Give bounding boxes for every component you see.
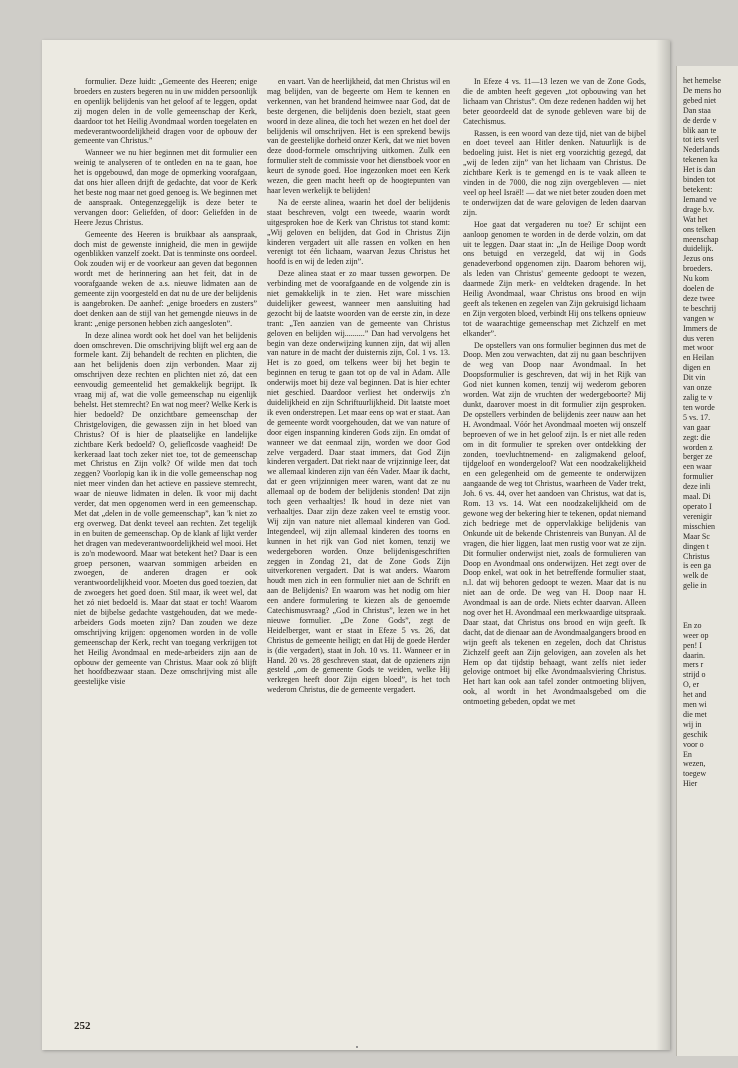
paragraph: tekenen ka bbox=[683, 155, 718, 165]
page-speck bbox=[356, 1046, 358, 1048]
paragraph: formulier. Deze luidt: „Gemeente des Heeren; enige broeders en zusters begeren nu in uw midden persoonlijk en openlijk belijdenis van het geloof af te leggen, opdat zij mogen delen in de volle gemeenschap der Kerk, daardoor tot het Heilig Avondmaal worden toegelaten en medeverantwoordelijkheid dragen voor de opbouw der gemeente van Christus.” bbox=[74, 77, 257, 146]
page-number: 252 bbox=[74, 1020, 91, 1032]
paragraph bbox=[683, 591, 738, 601]
paragraph: dingen t bbox=[683, 541, 709, 551]
text-column-2 bbox=[267, 77, 450, 695]
paragraph: drage b.v. bbox=[683, 204, 715, 214]
paragraph: zalig te v bbox=[683, 393, 713, 402]
paragraph: wij in bbox=[683, 719, 702, 729]
paragraph: In Efeze 4 vs. 11—13 lezen we van de Zone Gods, die de ambten heeft gegeven „tot opbouwing van het lichaam van Christus”. Om deze redenen hadden wij het beter geoordeeld dat de synode gebleven ware bij de Catechismus. bbox=[463, 77, 646, 126]
paragraph: formulier bbox=[683, 472, 714, 482]
paragraph: ons telken bbox=[683, 224, 716, 234]
paragraph: duidelijk. bbox=[683, 244, 714, 254]
paragraph: is een ga bbox=[683, 561, 711, 571]
paragraph: het and bbox=[683, 690, 707, 700]
document-page bbox=[42, 40, 670, 1050]
paragraph: binden tot bbox=[683, 175, 716, 185]
paragraph: meenschap bbox=[683, 234, 719, 244]
paragraph: berger ze bbox=[683, 452, 713, 462]
paragraph: pen! I bbox=[683, 640, 702, 650]
paragraph: en vaart. Van de heerlijkheid, dat men Christus wil en mag belijden, van de begeerte om Hem te kennen en verkennen, van het brandend heimwee naar God, dat de beste dergenen, die belijdenis doen bezielt, staat geen woord in deze alinea, die toch het wezen en het doel der belijdenis wil omschrijven. Het is een sprekend bewijs van de geestelijke dorheid onzer Kerk, dat we niet boven deze dood-formele omschrijving uitkomen. Zulk een formulier stelt de commissie voor het dienstboek voor en keurt de synode goed. Hoe ingezonken moet een Kerk wezen, die geen macht heeft op de hoogtepunten van haar leven werkelijk te belijden! bbox=[267, 77, 450, 195]
paragraph: welk de bbox=[683, 571, 709, 581]
paragraph: Hoe gaat dat vergaderen nu toe? Er schijnt een aanloop genomen te worden in de derde volzin, om dat uit te leggen. Daar staat in: „In de Heilige Doop wordt ons betuigd en verzegeld, dat wij in Gods genadeverbond opgenomen zijn. Daarom behoren wij, als leden van Christus' gemeente gedoopt te wezen, daarmede Zijn merk- en veldteken dragende. In het Heilig Avondmaal, waar Christus ons brood en wijn geeft als tekenen en zegelen van Zijn gekruisigd lichaam en Zijn vergoten bloed, verbindt Hij ons telkens opnieuw tot de waarachtige gemeenschap met Zichzelf en met elkander”. bbox=[463, 219, 646, 338]
paragraph: blik aan te bbox=[683, 125, 717, 135]
paragraph: te beschrij bbox=[683, 303, 717, 313]
paragraph: Deze alinea staat er zo maar tussen geworpen. De verbinding met de voorafgaande en de volgende zin is niet gemakkelijk in te zien. Het ware misschien duidelijker geweest, wanneer men aansluiting had gezocht bij de laatste woorden van de eerste zin, in deze trant: „Ten aanzien van de gemeente van Christus geloven en belijden wij..........” Dan had vervolgens het begin van deze onderwijzing kunnen zijn, dat wij allen van nature in de macht der duisternis zijn, Col. 1 vs. 13. Het is zo goed, om telkens weer bij het begin te beginnen en terug te gaan tot op de val in Adam. Alle onderwijs moet bij deze val beginnen. Dat is hier echter niet geschied. Daardoor verliest het onderwijs z'n duidelijkheid en zijn Schriftuurlijkheid. Dit laatste moet ik even onderstrepen. Let maar eens op wat er staat. Aan de gemeente wordt voorgehouden, dat we van nature of door eigen inspanning kinderen Gods zijn. En omdat of wanneer we dat eenmaal zijn, worden we door God zelve vergaderd. Daar staat immers, dat God Zijn kinderen vergadert. Dat riekt naar de vrijzinnige leer, dat we allemaal kinderen zijn van één Vader. Maar ik dacht, dat er geen vrijzinnigen meer waren, want dat ze nu allemaal op de bodem der belijdenis stonden! Dat zijn toch geen verhaaltjes! Ik houd in deze niet van verhaaltjes. Daar zijn deze zaken veel te ernstig voor. Wij zijn van nature niet allemaal kinderen van God. Integendeel, wij zijn allemaal kinderen des toorns en kunnen in het rijk van God niet komen, tenzij we wedergeboren worden. Onze belijdenisgeschriften zeggen in Zondag 21, dat de Zone Gods Zijn uitverkorenen vergadert. Dat is wat anders. Waarom houdt men zich in een formulier niet aan de Schrift en aan de Belijdenis? En waarom was het nodig om hier een andere formulering te kiezen als de genoemde Catechismusvraag? „God in Christus”, lezen we in het nieuwe formulier. „De Zone Gods”, zegt de Heidelberger, want er staat in Efeze 5 vs. 26, dat Christus de gemeente heiligt; en dat Hij de goede Herder is (die vergadert), staat in Joh. 10 vs. 11. Wanneer er in Hand. 20 vs. 28 geschreven staat, dat de opzieners zijn gesteld „om de gemeente Gods te weiden, welke Hij verkregen heeft door Zijn eigen bloed”, is het toch wederom Christus, die de gemeente vergadert. bbox=[267, 269, 450, 695]
paragraph: Maar Sc bbox=[683, 531, 710, 541]
paragraph: men wi bbox=[683, 700, 707, 710]
paragraph: operato I bbox=[683, 501, 712, 511]
paragraph: die met bbox=[683, 709, 707, 719]
paragraph: Immers de bbox=[683, 323, 717, 333]
paragraph: Hier bbox=[683, 779, 698, 789]
paragraph: verenigir bbox=[683, 511, 712, 521]
paragraph: Wat het bbox=[683, 214, 708, 224]
paragraph: een waar bbox=[683, 462, 712, 472]
paragraph: Nu kom bbox=[683, 274, 709, 284]
paragraph: ten worde bbox=[683, 402, 715, 412]
paragraph: Iemand ve bbox=[683, 194, 717, 204]
paragraph: De opstellers van ons formulier beginnen dus met de Doop. Men zou verwachten, dat zij nu gaan beschrijven de weg van Doop naar Avondmaal. In het Doopsformulier is geschreven, dat wij in het Rijk van God niet kunnen komen, tenzij wij wederom geboren worden. Wat zijn de vruchten der wedergeboorte? Mij dunkt, daarover moest in dit formulier zijn gesproken. De opstellers verbinden de belijdenis zeer nauw aan het H. Avondmaal. Vóór het Avondmaal moeten wij onszelf beproeven of we in het geloof zijn. Is er niet alle reden om in dit formulier te spreken over ontdekking der zonden, toevluchtnemend- en zaligmakend geloof, tijdgeloof en wondergeloof? Wat een noodzakelijkheid en een gelegenheid om de gemeente te onderwijzen aangaande de weg tot Christus, waarheen de Vader trekt, Joh. 6 vs. 44, over het aandoen van Christus, wat dat is, Rom. 13 vs. 14. Wat een noodzakelijkheid om de gewone weg der bekering hier te tekenen, opdat niemand zich bedriege met de oppervlakkige belijdenis van Onkunde uit de bekende Christenreis van Bunyan. Al de vragen, die hier liggen, laat men rustig voor wat ze zijn. Dit formulier onderwijst niet, zoals de formulieren van Doop en Avondmaal ons onderwijzen. Het zegt over de Doop enkel, wat ook in het betreffende formulier staat, n.l. dat wij behoren gedoopt te wezen. Maar dat is nu niet aan de orde. De weg van H. Doop naar H. Avondmaal is aan de orde. Niets echter daarvan. Alleen nog over het H. Avondmaal een merkwaardige uitspraak. Daar staat, dat Christus ons brood en wijn geeft. Ik dacht, dat de dienaar aan de Avondmaalgangers brood en wijn geeft als tekenen en zegelen, doch dat Christus Zichzelf geeft aan Zijn gelovigen, aan zovelen als het Hem op dat tijdstip behaagt, want zelfs niet ieder gelovige ontmoet bij elke Avondmaalsviering Christus. Het hart kan ook aan tafel zonder ontmoeting blijven, ook, al wordt in het Avondmaalsgebed om die ontmoeting gebeden, opdat we met bbox=[463, 340, 646, 707]
paragraph: Na de eerste alinea, waarin het doel der belijdenis staat beschreven, volgt een tweede, waarin wordt uitgesproken hoe de Kerk van Christus tot stand komt: „Wij geloven en belijden, dat God in Christus Zijn kinderen vergadert uit alle rassen en volken en hen verenigt tot één lichaam, waarvan Jezus Christus het hoofd is en wij de leden zijn”. bbox=[267, 197, 450, 267]
paragraph: en Heilan bbox=[683, 353, 714, 363]
paragraph: mers r bbox=[683, 660, 704, 670]
paragraph: 5 vs. 17. bbox=[683, 412, 711, 422]
paragraph: Het is dan bbox=[683, 165, 716, 175]
paragraph: het hemelse bbox=[683, 76, 721, 85]
text-column-4 bbox=[683, 76, 738, 789]
paragraph: Dit vin bbox=[683, 373, 706, 383]
paragraph: tot iets verl bbox=[683, 135, 719, 145]
paragraph bbox=[683, 601, 738, 611]
paragraph: misschien bbox=[683, 521, 715, 531]
paragraph: Nederlands bbox=[683, 145, 720, 155]
paragraph: worden z bbox=[683, 442, 713, 452]
paragraph: broeders. bbox=[683, 264, 713, 274]
paragraph: betekent: bbox=[683, 184, 713, 194]
paragraph: van gaar bbox=[683, 422, 711, 432]
paragraph: deze twee bbox=[683, 293, 715, 303]
paragraph: digen en bbox=[683, 363, 711, 373]
paragraph: wezen, bbox=[683, 759, 706, 769]
paragraph: En zo bbox=[683, 620, 702, 630]
paragraph: gelie in bbox=[683, 581, 707, 591]
paragraph: Rassen, is een woord van deze tijd, niet van de bijbel en doet teveel aan Hitler denken. Natuurlijk is de bedoeling juist. Het is niet erg voorzichtig gezegd, dat „wij de leden zijn” van het lichaam van Christus. De zichtbare Kerk is te gemengd en is te vaak alleen te vinden in de 7000, die nog zijn overgebleven — niet veel op heel Israël! — dat we niet beter zouden doen met te onderwijzen dat de ware gelovigen de leden daarvan zijn. bbox=[463, 128, 646, 217]
paragraph: Dan staa bbox=[683, 105, 711, 115]
paragraph: doelen de bbox=[683, 284, 714, 294]
paragraph: geschik bbox=[683, 729, 708, 739]
adjacent-page-edge bbox=[676, 66, 738, 1056]
paragraph: gebed niet bbox=[683, 95, 717, 105]
paragraph: Wanneer we nu hier beginnen met dit formulier een weinig te analyseren of te ontleden en na te gaan, hoe het is opgebouwd, dan moge de opmerking voorafgaan, dat ons hier alleen drijft de gedachte, dat voor de Kerk het beste nog maar net goed genoeg is. We beginnen met de aanspraak. Ontegenzeggelijk is deze beter te vervangen door: Geliefden, of door: Geliefden in de Heere Jezus Christus. bbox=[74, 148, 257, 227]
paragraph: met woor bbox=[683, 343, 714, 353]
paragraph: daarin. bbox=[683, 650, 705, 660]
paragraph: In deze alinea wordt ook het doel van het belijdenis doen omschreven. Die omschrijving blijft wel erg aan de formele kant. Zij behandelt de rechten en plichten, die aan het belijdenis doen zijn verbonden. Maar zij omschrijven deze rechten en plichten niet zó, dat een eenvoudig gemeentelid het gemakkelijk begrijpt. Ik vraag mij af, wat die volle gemeenschap nu eigenlijk behelst. Het stemrecht? En wat nog meer? Welke Kerk is hier bedoeld? De onzichtbare gemeenschap der Christgelovigen, die gewassen zijn in het bloed van Christus? Of is hier de plaatselijke en landelijke zichtbare Kerk bedoeld? O, gelieflcosde vaagheid! De kerkeraad laat toch zeker niet toe, tot de gemeenschap met Christus en Zijn volk? Of wilde men dat toch zeggen? Voorlopig kan ik in die volle gemeenschap nog niet meer vinden dan het actieve en passieve stemrecht, waar de nieuwe lidmaten in delen. Ik voor mij dacht verder, dat men opgenomen werd in een gemeenschap. Met dat „delen in de volle gemeenschap”, kan 'k niet zo erg overweg. Dat denkt teveel aan rechten. Zet tegelijk in en buiten de gemeenschap. Op de klank af lijkt verder het dragen van medeverantwoordelijkheid wel mooi. Het is zo'n modewoord. Maar wat betekent het? Daar is een groep personen, waarvan sommigen arbeiden en zwoegen, de anderen dragen er ook verantwoordelijkheid voor. Moeten dus goed toezien, dat de zwoegers het goed doen. Stil maar, ik weet wel, dat het zó niet bedoeld is. Maar dat staat er toch! Waarom niet de bijbelse gedachte vastgehouden, dat we mede-arbeiders Gods moeten zijn? Dan zouden we deze omschrijving krijgen: opgenomen worden in de volle gemeenschap der Kerk, recht van toegang verkrijgen tot het Heilig Avondmaal en mede-arbeiders zijn aan de opbouw der gemeente van Christus. Maar ook zó blijft het hoofdbezwaar staan. Deze omschrijving mist alle geestelijke visie bbox=[74, 330, 257, 687]
paragraph: deze inli bbox=[683, 482, 711, 492]
paragraph: maal. Di bbox=[683, 492, 711, 502]
paragraph bbox=[683, 611, 738, 621]
text-column-3 bbox=[463, 77, 646, 707]
paragraph: De mens ho bbox=[683, 85, 722, 95]
paragraph: toegew bbox=[683, 769, 707, 779]
paragraph: Jezus ons bbox=[683, 254, 714, 264]
paragraph: Gemeente des Heeren is bruikbaar als aanspraak, doch mist de gewenste innigheid, die men in gewijde ogenblikken vanzelf zoekt. Dat is tenminste ons oordeel. Ook zouden wij er de voorkeur aan geven dat begonnen wordt met de herinnering aan het feit, dat in de voorafgaande weken de a.s. nieuwe lidmaten aan de gemeente zijn voorgesteld en dat nu de ure der belijdenis is aangebroken. De aanhef: „enige broeders en zusters” doet denken aan de stijl van het gemengde nieuws in de krant: „enige personen hebben zich aangesloten”. bbox=[74, 229, 257, 328]
text-column-1 bbox=[74, 77, 257, 687]
paragraph: dus veren bbox=[683, 333, 714, 343]
paragraph: Christus bbox=[683, 551, 710, 561]
paragraph: voor o bbox=[683, 739, 704, 749]
paragraph: zegt: die bbox=[683, 432, 711, 442]
paragraph: weer op bbox=[683, 630, 709, 640]
paragraph: strijd o bbox=[683, 670, 706, 680]
paragraph: de derde v bbox=[683, 115, 717, 125]
paragraph: O, er bbox=[683, 680, 699, 690]
paragraph: En bbox=[683, 749, 692, 759]
paragraph: vangen w bbox=[683, 313, 714, 323]
paragraph: van onze bbox=[683, 383, 712, 393]
